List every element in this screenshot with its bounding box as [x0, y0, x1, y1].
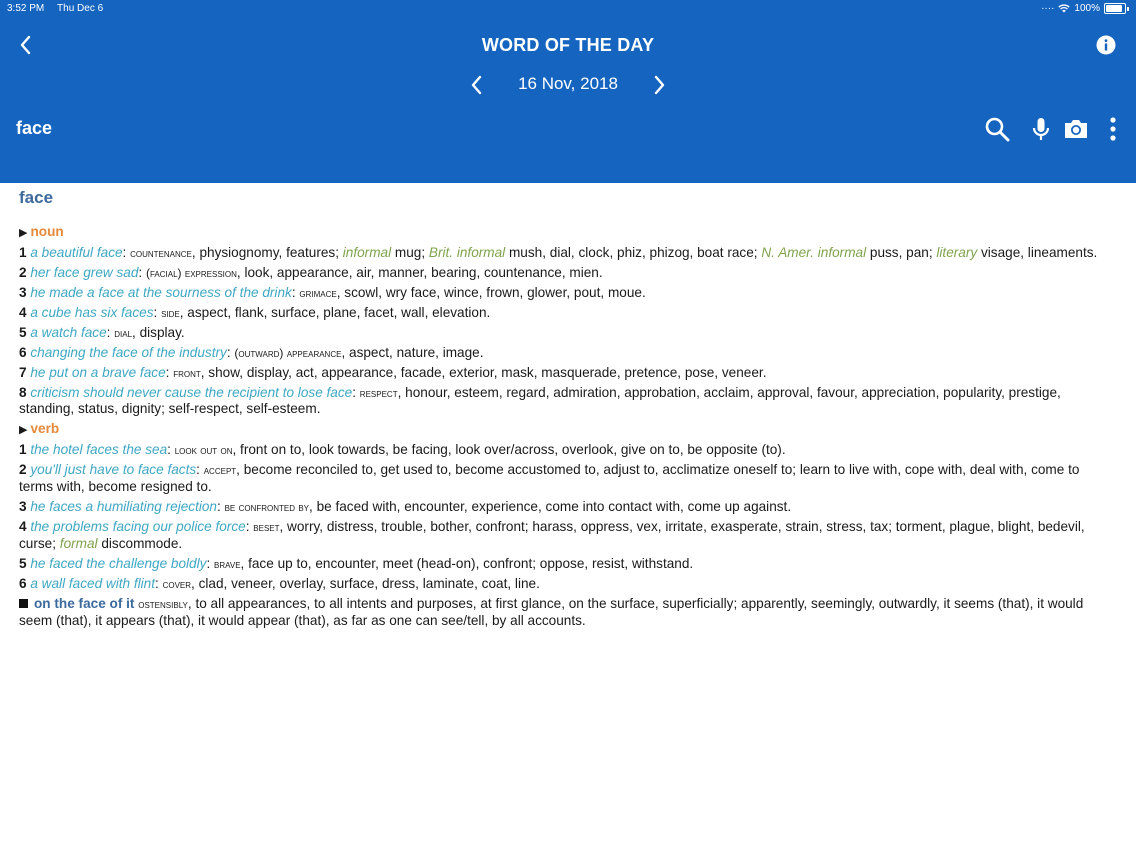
camera-icon[interactable]	[1063, 116, 1089, 142]
sense-synonyms: , honour, esteem, regard, admiration, approbation, acclaim, approval, favour, appreciation, popularity, prestige, standing, status, dignity; self-respect, self-esteem.	[19, 384, 1061, 417]
sense-item: 1 the hotel faces the sea: look out on, front on to, look towards, be facing, look over/across, overlook, give on to, be opposite (to).	[19, 442, 786, 458]
sense-synonyms: , front on to, look towards, be facing, look over/across, overlook, give on to, be opposite (to).	[232, 442, 786, 458]
register-label: N. Amer. informal	[761, 244, 867, 260]
phrase-keyword: ostensibly	[138, 596, 188, 611]
sense-item: 3 he faces a humiliating rejection: be confronted by, be faced with, encounter, experience, come into contact with, come up against.	[19, 499, 792, 515]
search-query[interactable]: face	[16, 118, 53, 138]
sense-number: 1	[19, 244, 27, 260]
wifi-icon	[1058, 4, 1070, 13]
headword: face	[19, 188, 54, 207]
sense-keyword: (outward) appearance	[234, 345, 342, 360]
sense-keyword: front	[173, 365, 201, 380]
sense-item: 1 a beautiful face: countenance, physiognomy, features; informal mug; Brit. informal mush, dial, clock, phiz, phizog, boat race; N. Amer. informal puss, pan; literary visage, lineaments.	[19, 244, 1098, 260]
sense-number: 4	[19, 304, 27, 320]
sense-item: 5 a watch face: dial, display.	[19, 324, 185, 340]
battery-percent: 100%	[1074, 3, 1100, 14]
sense-synonyms: , look, appearance, air, manner, bearing, countenance, mien.	[236, 264, 603, 280]
sense-example[interactable]: a beautiful face	[30, 244, 123, 260]
sense-example[interactable]: a wall faced with flint	[30, 575, 156, 591]
register-label: informal	[342, 244, 392, 260]
sense-example[interactable]: he faces a humiliating rejection	[30, 499, 217, 515]
sense-synonyms: , aspect, flank, surface, plane, facet, wall, elevation.	[179, 304, 491, 320]
sense-number: 2	[19, 264, 27, 280]
square-bullet-icon	[19, 599, 28, 608]
sense-example[interactable]: criticism should never cause the recipient to lose face	[30, 384, 353, 400]
pos-heading-noun	[19, 224, 1117, 242]
sense-keyword: beset	[253, 520, 280, 535]
next-date-icon[interactable]	[648, 74, 670, 96]
sense-synonyms: , display.	[132, 324, 185, 340]
sense-number: 2	[19, 462, 27, 478]
sense-number: 4	[19, 519, 27, 535]
phrase-synonyms: , to all appearances, to all intents and purposes, at first glance, on the surface, superficially; apparently, seemingly, outwardly, it seems (that), it would seem (that), it appears (that), it would appear (that), as far as one can see/tell, by all accounts.	[19, 595, 1084, 628]
sense-item: 6 a wall faced with flint: cover, clad, veneer, overlay, surface, dress, laminate, coat, line.	[19, 575, 540, 591]
register-label: literary	[936, 244, 978, 260]
sense-number: 5	[19, 324, 27, 340]
search-icon[interactable]	[984, 116, 1010, 142]
sense-number: 7	[19, 364, 27, 380]
battery-icon	[1104, 3, 1126, 14]
sense-keyword: dial	[114, 325, 133, 340]
current-date: 16 Nov, 2018	[518, 74, 618, 93]
sense-example[interactable]: a watch face	[30, 324, 107, 340]
sense-keyword: countenance	[130, 245, 192, 260]
sense-synonyms: visage, lineaments.	[977, 244, 1098, 260]
sense-keyword: side	[161, 305, 180, 320]
sense-number: 6	[19, 344, 27, 360]
sense-keyword: (facial) expression	[145, 265, 237, 280]
sense-example[interactable]: the hotel faces the sea	[30, 442, 168, 458]
sense-item: 4 a cube has six faces: side, aspect, flank, surface, plane, facet, wall, elevation.	[19, 304, 491, 320]
sense-synonyms: , scowl, wry face, wince, frown, glower, pout, moue.	[336, 284, 646, 300]
entry-content	[19, 190, 1117, 630]
sense-number: 3	[19, 284, 27, 300]
info-icon[interactable]	[1096, 35, 1116, 55]
signal-dots-icon: ····	[1041, 3, 1055, 14]
sense-item: 2 you'll just have to face facts: accept, become reconciled to, get used to, become accustomed to, adjust to, acclimatize oneself to; learn to live with, cope with, deal with, come to terms with, become resigned to.	[19, 462, 1080, 495]
sense-item: 5 he faced the challenge boldly: brave, face up to, encounter, meet (head-on), confront; oppose, resist, withstand.	[19, 555, 694, 571]
sense-synonyms: , face up to, encounter, meet (head-on), confront; oppose, resist, withstand.	[240, 555, 694, 571]
app-header	[0, 0, 1136, 183]
sense-example[interactable]: changing the face of the industry	[30, 344, 227, 360]
sense-item: 6 changing the face of the industry: (outward) appearance, aspect, nature, image.	[19, 344, 484, 360]
more-icon[interactable]	[1100, 116, 1126, 142]
sense-synonyms: mug;	[391, 244, 429, 260]
status-bar	[7, 3, 103, 14]
sense-synonyms: , clad, veneer, overlay, surface, dress, laminate, coat, line.	[191, 575, 540, 591]
status-date: Thu Dec 6	[57, 3, 104, 14]
mic-icon[interactable]	[1028, 116, 1054, 142]
sense-keyword: respect	[359, 385, 398, 400]
sense-keyword: grimace	[299, 285, 337, 300]
sense-example[interactable]: he put on a brave face	[30, 364, 166, 380]
battery-tip	[1127, 7, 1129, 11]
sense-example[interactable]: her face grew sad	[30, 264, 139, 280]
status-time: 3:52 PM	[7, 3, 45, 14]
triangle-icon: ▶	[19, 226, 28, 239]
sense-item: 2 her face grew sad: (facial) expression, look, appearance, air, manner, bearing, countenance, mien.	[19, 264, 603, 280]
sense-synonyms: , aspect, nature, image.	[341, 344, 484, 360]
sense-synonyms: , worry, distress, trouble, bother, confront; harass, oppress, vex, irritate, exasperate, strain, stress, tax; torment, plague, blight, bedevil, curse;	[19, 519, 1085, 551]
sense-example[interactable]: he faced the challenge boldly	[30, 555, 207, 571]
page-title: WORD OF THE DAY	[481, 35, 655, 55]
sense-example[interactable]: the problems facing our police force	[30, 519, 246, 535]
sense-example[interactable]: he made a face at the sourness of the drink	[30, 284, 292, 300]
sense-synonyms: puss, pan;	[866, 244, 937, 260]
sense-number: 6	[19, 575, 27, 591]
sense-synonyms: , be faced with, encounter, experience, come into contact with, come up against.	[309, 499, 792, 515]
sense-keyword: accept	[203, 463, 237, 478]
triangle-icon: ▶	[19, 424, 28, 437]
sense-item: 3 he made a face at the sourness of the drink: grimace, scowl, wry face, wince, frown, glower, pout, moue.	[19, 284, 646, 300]
sense-keyword: be confronted by	[224, 500, 310, 515]
status-indicators	[1041, 3, 1129, 14]
sense-number: 8	[19, 384, 27, 400]
sense-number: 1	[19, 442, 27, 458]
register-label: formal	[59, 535, 98, 551]
sense-keyword: look out on	[174, 443, 233, 458]
phrase-item	[19, 596, 1117, 630]
sense-item: 4 the problems facing our police force: beset, worry, distress, trouble, bother, confront; harass, oppress, vex, irritate, exasperate, strain, stress, tax; torment, plague, blight, bedevil, curse; formal discommode.	[19, 519, 1085, 551]
sense-example[interactable]: a cube has six faces	[30, 304, 154, 320]
sense-item: 8 criticism should never cause the recipient to lose face: respect, honour, esteem, regard, admiration, approbation, acclaim, approval, favour, appreciation, popularity, prestige, standing, status, dignity; self-respect, self-esteem.	[19, 384, 1061, 417]
sense-synonyms: , show, display, act, appearance, facade, exterior, mask, masquerade, pretence, pose, veneer.	[200, 364, 767, 380]
pos-label: verb	[30, 421, 60, 437]
sense-number: 3	[19, 499, 27, 515]
sense-keyword: cover	[162, 576, 192, 591]
sense-keyword: brave	[214, 556, 241, 571]
sense-synonyms: , physiognomy, features;	[191, 244, 343, 260]
sense-synonyms: , become reconciled to, get used to, become accustomed to, adjust to, acclimatize oneself to; learn to live with, cope with, deal with, come to terms with, become resigned to.	[19, 462, 1080, 495]
sense-example[interactable]: you'll just have to face facts	[30, 462, 197, 478]
pos-heading-verb	[19, 421, 1117, 439]
phrase-text[interactable]: on the face of it	[34, 595, 135, 611]
sense-synonyms: mush, dial, clock, phiz, phizog, boat race;	[505, 244, 762, 260]
sense-synonyms: discommode.	[97, 535, 183, 551]
sense-item: 7 he put on a brave face: front, show, display, act, appearance, facade, exterior, mask, masquerade, pretence, pose, veneer.	[19, 364, 767, 380]
register-label: Brit. informal	[428, 244, 506, 260]
pos-label: noun	[30, 223, 64, 239]
sense-number: 5	[19, 555, 27, 571]
